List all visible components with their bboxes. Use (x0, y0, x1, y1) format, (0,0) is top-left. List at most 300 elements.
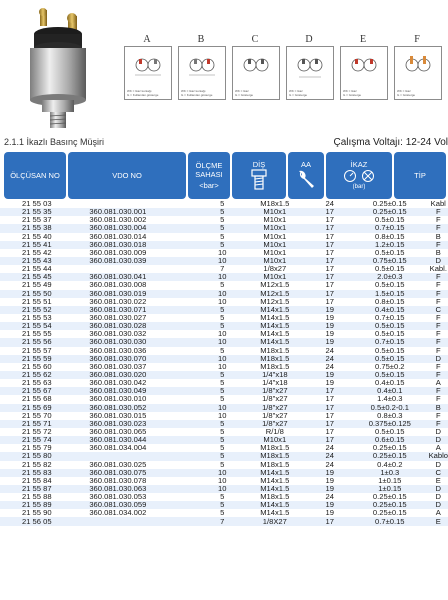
cell-dis: M14x1.5 (260, 475, 290, 485)
cell-vdo-no: 360.081.030.075 (89, 469, 203, 477)
cell-tip: F (435, 410, 441, 420)
cell-vdo-no (89, 517, 203, 525)
cell-tip: F (429, 387, 448, 395)
cell-tip: A (435, 508, 441, 518)
cell-ikaz: 0.5±0.15 (375, 215, 405, 225)
cell-vdo-no: 360.081.030.019 (89, 290, 203, 298)
cell-ikaz: 0.4±0.2 (377, 459, 403, 469)
cell-dis: M10x1 (241, 224, 308, 232)
cell-vdo-no: 360.081.030.015 (89, 410, 147, 420)
header-vdo-no: VDO NO (68, 152, 186, 199)
cell-tip: D (435, 459, 442, 469)
cell-vdo-no: 360.081.030.052 (89, 404, 203, 412)
cell-dis: 1/8"x27 (241, 404, 308, 412)
cell-vdo-no: 360.081.030.018 (89, 241, 203, 249)
cell-dis: M10x1 (241, 241, 308, 249)
cell-dis: M14x1.5 (260, 313, 290, 323)
cell-olcusan-no: 21 55 82 (22, 459, 52, 469)
cell-olcusan-no: 21 55 57 (22, 345, 52, 355)
cell-aa: 17 (308, 436, 351, 444)
cell-olcusan-no: 21 55 45 (0, 273, 89, 281)
cell-olcusan-no: 21 55 43 (0, 257, 89, 265)
cell-olcme-sahasi: 7 (220, 264, 225, 274)
cell-dis: 1/4"x18 (241, 371, 308, 379)
type-diagram-e: WK = Ikaz G = Gösterge (340, 46, 388, 100)
cell-vdo-no: 360.081.030.065 (89, 427, 147, 436)
cell-olcusan-no: 21 55 67 (0, 387, 89, 395)
cell-olcusan-no: 21 55 68 (22, 394, 52, 404)
cell-tip: F (435, 394, 441, 404)
cell-dis: 1/4"x18 (262, 378, 288, 388)
cell-dis: M14x1.5 (241, 338, 308, 346)
cell-ikaz: 1±0.15 (378, 475, 402, 485)
cell-aa: 17 (308, 404, 351, 412)
cell-dis: M14x1.5 (241, 485, 308, 493)
cell-dis: M10x1 (263, 247, 287, 257)
cell-olcusan-no: 21 55 69 (0, 404, 89, 412)
cell-tip: D (429, 355, 448, 363)
type-diagram-b: WK = Ikaz kontağı G = Kullanılan gösterge (178, 46, 226, 100)
cell-olcusan-no: 21 55 63 (22, 378, 52, 388)
cell-olcusan-no: 21 55 03 (22, 199, 52, 209)
cell-ikaz: 0.5±0.15 (351, 355, 429, 363)
cell-olcusan-no: 21 55 90 (22, 508, 52, 518)
cell-olcme-sahasi: 5 (203, 452, 241, 460)
cell-olcusan-no: 21 55 79 (22, 443, 52, 453)
connection-types-panel (124, 34, 448, 100)
cell-olcme-sahasi: 5 (220, 280, 225, 290)
product-table-body (0, 200, 448, 526)
cell-dis: M14x1.5 (241, 469, 308, 477)
cell-tip: B (435, 247, 441, 257)
cell-vdo-no: 360.081.030.044 (89, 436, 203, 444)
cell-ikaz: 0.8±0.15 (375, 296, 405, 306)
cell-aa: 19 (308, 322, 351, 330)
type-diagram-c: WK = Ikaz G = Gösterge (232, 46, 280, 100)
table-row (0, 517, 448, 525)
cell-aa: 17 (325, 215, 334, 225)
cell-dis: M14x1.5 (260, 329, 290, 339)
cell-tip: Kabl. (429, 264, 447, 274)
cell-olcme-sahasi: 5 (220, 215, 225, 225)
cell-olcme-sahasi: 5 (203, 208, 241, 216)
cell-olcme-sahasi: 5 (203, 306, 241, 314)
cell-olcusan-no: 21 55 80 (0, 452, 89, 460)
cell-olcusan-no: 21 55 50 (0, 290, 89, 298)
cell-vdo-no: 360.081.030.041 (89, 273, 203, 281)
cell-vdo-no: 360.081.030.070 (89, 355, 203, 363)
cell-dis: M10x1 (241, 273, 308, 281)
cell-olcusan-no: 21 55 42 (22, 247, 52, 257)
cell-aa: 17 (308, 257, 351, 265)
cell-aa: 24 (308, 355, 351, 363)
cell-olcme-sahasi: 5 (220, 443, 225, 453)
cell-ikaz: 0.7±0.15 (351, 224, 429, 232)
cell-olcme-sahasi: 10 (203, 273, 241, 281)
cell-ikaz: 1.5±0.15 (351, 290, 429, 298)
cell-aa: 17 (308, 273, 351, 281)
cell-olcme-sahasi: 5 (220, 508, 225, 518)
cell-tip: A (435, 443, 441, 453)
cell-dis: M18x1.5 (260, 443, 290, 453)
type-diagram-a: WK = Ikaz kontağı G = Kullanılan gösterge (124, 46, 172, 100)
cell-vdo-no: 360.081.030.037 (89, 361, 147, 371)
cell-olcme-sahasi: 10 (203, 404, 241, 412)
cell-ikaz: 0.7±0.15 (351, 338, 429, 346)
cell-olcme-sahasi: 5 (203, 241, 241, 249)
cell-dis: M18x1.5 (260, 361, 290, 371)
cell-dis: M12x1.5 (260, 280, 290, 290)
cell-dis: R/1/8 (265, 427, 284, 436)
cell-dis: M10x1 (241, 208, 308, 216)
cell-olcme-sahasi: 10 (217, 361, 227, 371)
cell-olcme-sahasi: 5 (203, 387, 241, 395)
cell-olcme-sahasi: 10 (203, 485, 241, 493)
cell-dis: M18x1.5 (241, 452, 308, 460)
cell-tip: C (429, 306, 448, 314)
cell-olcusan-no: 21 55 52 (0, 306, 89, 314)
header-olcme-sahasi: ÖLÇME SAHASI <bar> (188, 152, 230, 199)
cell-olcusan-no: 21 55 87 (0, 485, 89, 493)
cell-olcusan-no: 21 55 84 (22, 475, 52, 485)
cell-ikaz: 0.25±0.15 (351, 452, 429, 460)
cell-ikaz: 0.4±0.1 (351, 387, 429, 395)
cell-olcme-sahasi: 10 (203, 338, 241, 346)
cell-olcme-sahasi: 10 (217, 475, 227, 485)
cell-vdo-no: 360.081.030.023 (89, 420, 203, 428)
cell-aa: 17 (325, 280, 334, 290)
cell-olcusan-no: 21 55 60 (22, 361, 52, 371)
header-aa: AA (288, 152, 324, 199)
cell-ikaz: 2.0±0.3 (351, 273, 429, 281)
cell-dis: 1/8"x27 (241, 387, 308, 395)
cell-vdo-no: 360.081.030.004 (89, 224, 203, 232)
cell-tip: D (435, 492, 442, 502)
type-letter-f: F (414, 34, 420, 45)
cell-dis: M12x1.5 (241, 290, 308, 298)
cell-ikaz: 1±0.3 (351, 469, 429, 477)
cell-tip: F (429, 241, 448, 249)
cell-tip: F (429, 290, 448, 298)
cell-olcme-sahasi: 5 (220, 427, 225, 436)
cell-olcusan-no: 21 55 74 (0, 436, 89, 444)
cell-vdo-no: 360.081.030.042 (89, 378, 147, 388)
cell-olcme-sahasi: 5 (220, 199, 225, 209)
cell-dis: M14x1.5 (260, 508, 290, 518)
type-diagram-f: WK = Ikaz G = Gösterge (394, 46, 442, 100)
cell-vdo-no: 360.081.030.028 (89, 322, 203, 330)
header-dis: DİŞ (232, 152, 286, 199)
cell-ikaz: 0.5±0.15 (375, 329, 405, 339)
cell-vdo-no: 360.081.030.053 (89, 492, 147, 502)
thread-icon (248, 169, 270, 191)
cell-olcusan-no: 21 55 37 (22, 215, 52, 225)
cell-olcusan-no: 21 55 59 (0, 355, 89, 363)
cell-olcme-sahasi: 5 (220, 378, 225, 388)
cell-olcme-sahasi: 5 (220, 313, 225, 323)
cell-vdo-no: 360.081.034.004 (89, 443, 147, 453)
cell-vdo-no: 360.081.030.010 (89, 394, 147, 404)
cell-dis: M18x1.5 (260, 459, 290, 469)
cell-vdo-no: 360.081.030.020 (89, 371, 203, 379)
cell-dis: 1/8x27 (263, 264, 287, 274)
cell-tip: D (429, 257, 448, 265)
cell-dis: M12x1.5 (260, 296, 290, 306)
cell-aa: 17 (325, 427, 334, 436)
cell-vdo-no: 360.081.030.049 (89, 387, 203, 395)
cell-ikaz: 0.4±0.15 (375, 378, 405, 388)
cell-aa: 17 (308, 517, 351, 525)
header-ikaz: İKAZ (bar) (326, 152, 392, 199)
type-letter-a: A (143, 34, 151, 45)
cell-dis: M10x1 (263, 231, 287, 241)
cell-olcme-sahasi: 10 (217, 247, 227, 257)
cell-olcme-sahasi: 10 (203, 355, 241, 363)
header-tip: TİP (394, 152, 446, 199)
cell-olcme-sahasi: 10 (203, 469, 241, 477)
cell-aa: 24 (325, 345, 334, 355)
cell-ikaz: 0.5±0.15 (351, 371, 429, 379)
cell-olcme-sahasi: 5 (203, 420, 241, 428)
cell-tip: F (435, 361, 441, 371)
cell-tip: Kabl (430, 199, 446, 209)
cell-aa: 17 (308, 420, 351, 428)
cell-ikaz: 0.6±0.15 (351, 436, 429, 444)
cell-olcme-sahasi: 5 (203, 322, 241, 330)
cell-olcusan-no: 21 55 54 (0, 322, 89, 330)
cell-vdo-no: 360.081.030.008 (89, 280, 147, 290)
cell-olcusan-no: 21 55 72 (22, 427, 52, 436)
cell-ikaz: 0.5±0.15 (375, 247, 405, 257)
cell-vdo-no: 360.081.030.014 (89, 231, 147, 241)
cell-aa: 19 (308, 306, 351, 314)
cell-ikaz: 0.8±0.3 (377, 410, 403, 420)
header-olcusan-no: ÖLÇÜSAN NO (4, 152, 66, 199)
cell-vdo-no: 360.081.030.036 (89, 345, 147, 355)
cell-olcme-sahasi: 5 (203, 224, 241, 232)
cell-ikaz: 0.7±0.15 (375, 313, 405, 323)
cell-ikaz: 1.2±0.15 (351, 241, 429, 249)
cell-aa: 19 (308, 485, 351, 493)
cell-olcusan-no: 21 55 55 (22, 329, 52, 339)
cell-tip: D (429, 501, 448, 509)
cell-olcusan-no: 21 55 53 (22, 313, 52, 323)
cell-tip: F (429, 322, 448, 330)
cell-olcusan-no: 21 55 40 (22, 231, 52, 241)
cell-tip: F (435, 313, 441, 323)
cell-olcusan-no: 21 55 41 (0, 241, 89, 249)
cell-olcusan-no: 21 55 49 (22, 280, 52, 290)
cell-dis: M10x1 (263, 215, 287, 225)
cell-olcme-sahasi: 7 (203, 517, 241, 525)
cell-ikaz: 0.25±0.15 (372, 199, 407, 209)
cell-olcme-sahasi: 5 (203, 501, 241, 509)
cell-olcme-sahasi: 5 (220, 492, 225, 502)
cell-aa: 19 (308, 501, 351, 509)
cell-aa: 17 (308, 387, 351, 395)
wrench-icon (296, 169, 316, 191)
cell-olcme-sahasi: 10 (203, 257, 241, 265)
cell-aa: 19 (308, 469, 351, 477)
cell-tip: F (435, 329, 441, 339)
cell-olcme-sahasi: 5 (203, 436, 241, 444)
cell-olcme-sahasi: 10 (203, 290, 241, 298)
cell-aa: 17 (325, 394, 334, 404)
cell-dis: M18x1.5 (260, 199, 290, 209)
cell-aa: 19 (325, 475, 334, 485)
type-diagram-d: WK = Ikaz G = Gösterge (286, 46, 334, 100)
cell-vdo-no: 360.081.030.022 (89, 296, 147, 306)
cell-dis: M14x1.5 (241, 501, 308, 509)
cell-aa: 17 (325, 264, 334, 274)
cell-dis: 1/8"x27 (262, 410, 288, 420)
cell-aa: 24 (308, 452, 351, 460)
cell-dis: M10x1 (241, 436, 308, 444)
cell-olcusan-no: 21 55 70 (22, 410, 52, 420)
cell-tip: F (435, 215, 441, 225)
cell-tip: D (429, 485, 448, 493)
cell-dis: M10x1 (241, 257, 308, 265)
cell-vdo-no: 360.081.030.032 (89, 329, 147, 339)
cell-tip: F (435, 345, 441, 355)
cell-vdo-no: 360.081.030.039 (89, 257, 203, 265)
cell-ikaz: 0.5±0.15 (375, 264, 405, 274)
cell-aa: 24 (325, 199, 334, 209)
cell-aa: 17 (308, 208, 351, 216)
cell-tip: A (435, 378, 441, 388)
cell-ikaz: 0.375±0.125 (351, 420, 429, 428)
cell-vdo-no: 360.081.030.025 (89, 459, 147, 469)
cell-dis: M18x1.5 (260, 345, 290, 355)
cell-olcme-sahasi: 5 (220, 345, 225, 355)
cell-ikaz: 0.5±0.2-0.1 (351, 404, 429, 412)
cell-tip: B (429, 404, 448, 412)
cell-vdo-no: 360.081.030.002 (89, 215, 147, 225)
cell-dis: 1/8"x27 (262, 394, 288, 404)
product-table (0, 200, 448, 526)
cell-vdo-no: 360.081.034.002 (89, 508, 147, 518)
cell-olcme-sahasi: 10 (217, 329, 227, 339)
cell-olcusan-no: 21 55 89 (0, 501, 89, 509)
cell-olcme-sahasi: 5 (220, 231, 225, 241)
cell-tip: D (435, 427, 442, 436)
cell-olcusan-no: 21 55 35 (0, 208, 89, 216)
cell-aa: 19 (308, 371, 351, 379)
cell-ikaz: 0.75±0.2 (375, 361, 405, 371)
cell-olcusan-no: 21 55 62 (0, 371, 89, 379)
cell-ikaz: 0.5±0.15 (351, 322, 429, 330)
cell-olcme-sahasi: 5 (203, 371, 241, 379)
cell-vdo-no: 360.081.030.030 (89, 338, 203, 346)
cell-ikaz: 1.4±0.3 (377, 394, 403, 404)
cell-olcme-sahasi: 10 (217, 410, 227, 420)
cell-ikaz: 0.25±0.15 (351, 501, 429, 509)
cell-olcusan-no: 21 55 51 (22, 296, 52, 306)
cell-ikaz: 0.8±0.15 (375, 231, 405, 241)
cell-tip: F (435, 280, 441, 290)
cell-vdo-no: 360.081.030.078 (89, 475, 147, 485)
cell-aa: 24 (325, 459, 334, 469)
cell-tip: F (429, 208, 448, 216)
cell-aa: 17 (325, 247, 334, 257)
cell-dis: M18x1.5 (260, 492, 290, 502)
cell-dis: 1/8"x27 (241, 420, 308, 428)
cell-ikaz: 0.7±0.15 (351, 517, 429, 525)
cell-tip: F (429, 371, 448, 379)
cell-tip: F (435, 296, 441, 306)
product-header (0, 0, 448, 135)
cell-aa: 19 (325, 508, 334, 518)
cell-olcusan-no: 21 55 71 (0, 420, 89, 428)
pressure-warning-icon (343, 169, 357, 183)
cell-aa: 19 (325, 313, 334, 323)
cell-dis: 1/8X27 (241, 517, 308, 525)
cell-olcusan-no: 21 55 38 (0, 224, 89, 232)
cell-olcusan-no: 21 56 05 (0, 517, 89, 525)
cell-vdo-no: 360.081.030.059 (89, 501, 203, 509)
cell-ikaz: 0.5±0.15 (375, 280, 405, 290)
cell-dis: M18x1.5 (241, 355, 308, 363)
cell-ikaz: 0.25±0.15 (372, 508, 407, 518)
cell-vdo-no: 360.081.030.009 (89, 247, 147, 257)
cell-ikaz: 0.25±0.15 (351, 208, 429, 216)
cell-olcusan-no: 21 55 88 (22, 492, 52, 502)
cell-aa: 17 (308, 224, 351, 232)
cell-tip: D (429, 436, 448, 444)
cell-ikaz: 0.25±0.15 (372, 492, 407, 502)
lamp-icon (361, 169, 375, 183)
type-letter-b: B (197, 34, 205, 45)
cell-aa: 17 (308, 290, 351, 298)
cell-ikaz: 0.5±0.15 (375, 427, 405, 436)
cell-tip: C (429, 469, 448, 477)
cell-aa: 17 (325, 410, 334, 420)
cell-aa: 24 (325, 443, 334, 453)
cell-olcme-sahasi: 10 (217, 296, 227, 306)
type-letter-e: E (359, 34, 367, 45)
cell-vdo-no: 360.081.030.071 (89, 306, 203, 314)
cell-tip: E (435, 475, 441, 485)
cell-olcusan-no: 21 55 83 (0, 469, 89, 477)
cell-ikaz: 0.4±0.15 (351, 306, 429, 314)
bar-unit: bar (203, 181, 215, 190)
cell-aa: 24 (325, 492, 334, 502)
cell-tip: F (429, 420, 448, 428)
type-letter-d: D (305, 34, 313, 45)
cell-tip: F (429, 224, 448, 232)
cell-tip: F (429, 338, 448, 346)
pressure-sensor-image (22, 8, 102, 133)
cell-ikaz: 1±0.15 (351, 485, 429, 493)
section-title: 2.1.1 İkazlı Basınç Müşiri (4, 137, 105, 147)
cell-tip: F (429, 273, 448, 281)
cell-ikaz: 0.25±0.15 (372, 443, 407, 453)
cell-dis: M14x1.5 (241, 322, 308, 330)
cell-aa: 17 (325, 231, 334, 241)
cell-olcusan-no: 21 55 56 (0, 338, 89, 346)
cell-tip: Kablo (428, 451, 448, 461)
type-letter-c: C (251, 34, 259, 45)
cell-vdo-no: 360.081.030.001 (89, 208, 203, 216)
cell-ikaz: 0.5±0.15 (375, 345, 405, 355)
cell-olcme-sahasi: 5 (220, 459, 225, 469)
cell-olcusan-no: 21 55 44 (22, 264, 52, 274)
cell-vdo-no: 360.081.030.063 (89, 485, 203, 493)
cell-aa: 19 (325, 378, 334, 388)
cell-ikaz: 0.75±0.15 (351, 257, 429, 265)
operating-voltage: Çalışma Voltajı: 12-24 Vol (333, 137, 448, 148)
cell-vdo-no: 360.081.030.027 (89, 313, 147, 323)
